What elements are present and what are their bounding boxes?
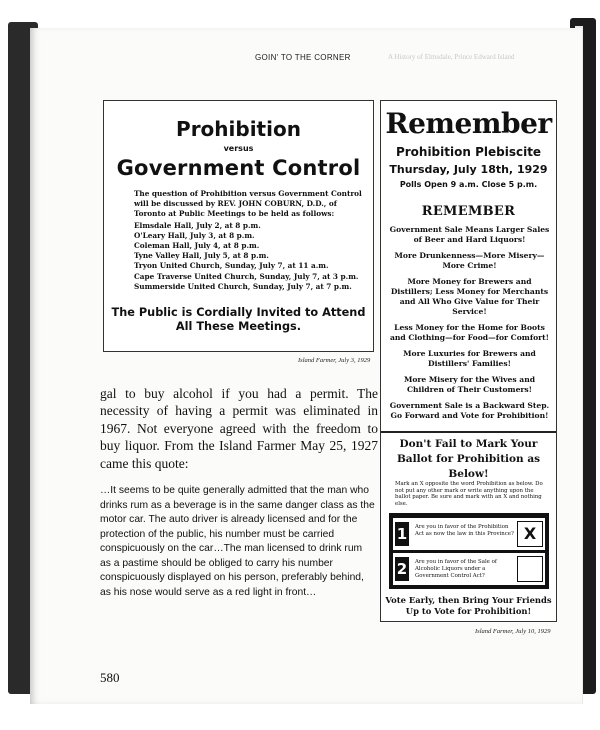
clipping-invitation: The Public is Cordially Invited to Attend All These Meetings.	[111, 306, 366, 333]
clipping-intro: The question of Prohibition versus Government Control will be discussed by REV. JOHN COBURN, D.D., of Toronto at Public Meetings to be held as follows:	[134, 189, 362, 219]
running-head: GOIN' TO THE CORNER	[255, 53, 351, 62]
plebiscite-date: Thursday, July 18th, 1929	[389, 163, 548, 176]
remember-point: More Luxuries for Brewers and Distillers' Families!	[403, 349, 536, 368]
meeting-item: Elmsdale Hall, July 2, at 8 p.m.	[134, 220, 261, 230]
polls-hours: Polls Open 9 a.m. Close 5 p.m.	[399, 180, 538, 189]
clipping-versus: versus	[223, 144, 254, 153]
ballot-mark-box	[517, 556, 543, 582]
ballot-question: Are you in favor of the Prohibition Act as now the law in this Province?	[415, 524, 514, 537]
clipping-headline: Remember	[385, 107, 552, 140]
remember-heading: REMEMBER	[421, 204, 516, 219]
remember-point: Government Sale is a Backward Step. Go Forward and Vote for Prohibition!	[389, 401, 550, 420]
block-quote: …It seems to be quite generally admitted that the man who drinks rum as a beverage is in the same danger class as the motor car. The auto driver is already licensed and for the protection of the public, his number must be carried conspicuously on the car…The man licensed to drink rum as a pastime should be obliged to carry his number conspicuously displayed on his person, preferably behind, as his nose would serve as a red light in front…	[100, 485, 375, 598]
ballot-instructions: Mark an X opposite the word Prohibition as below. Do not put any other mark or write anything upon the ballot paper. Be sure and mark with an X and nothing else.	[395, 481, 543, 507]
ballot-mark-box: X	[517, 521, 543, 547]
remember-point: More Misery for the Wives and Children of Their Customers!	[403, 375, 536, 394]
remember-point: More Money for Brewers and Distillers; Less Money for Merchants and All Who Give Value for Their Service!	[390, 277, 549, 316]
meeting-item: O'Leary Hall, July 3, at 8 p.m.	[134, 230, 255, 240]
ballot-row	[393, 553, 545, 585]
ballot-number: 2	[395, 557, 409, 581]
ballot-question: Are you in favor of the Sale of Alcoholic Liquors under a Government Control Act?	[415, 559, 497, 579]
body-paragraph: gal to buy alcohol if you had a permit. The necessity of having a permit was eliminated in 1967. Not everyone agreed with the freedom to buy liquor. From the Island Farmer May 25, 1927 came this quote:	[100, 386, 378, 471]
clipping-caption: Island Farmer, July 10, 1929	[475, 628, 551, 635]
clipping-prohibition-meetings	[103, 100, 374, 352]
clipping-plebiscite	[380, 100, 557, 622]
meeting-item: Summerside United Church, Sunday, July 7, at 7 p.m.	[134, 281, 352, 291]
plebiscite-title: Prohibition Plebiscite	[395, 145, 542, 159]
meeting-item: Cape Traverse United Church, Sunday, July 7, at 3 p.m.	[134, 271, 359, 281]
clipping-caption: Island Farmer, July 3, 1929	[298, 357, 371, 364]
vote-early-line: Vote Early, then Bring Your Friends Up to Vote for Prohibition!	[385, 595, 552, 616]
ballot-heading: Don't Fail to Mark Your Ballot for Prohibition as Below!	[396, 438, 541, 480]
remember-points	[387, 225, 552, 427]
clipping-title: Prohibition	[176, 117, 301, 141]
clipping-body	[134, 189, 364, 292]
show-through-text: A History of Elmsdale, Prince Edward Island	[388, 53, 515, 61]
page-number: 580	[100, 670, 120, 685]
clipping-subtitle: Government Control	[116, 156, 361, 180]
meeting-item: Tyne Valley Hall, July 5, at 8 p.m.	[134, 251, 269, 261]
remember-point: More Drunkenness—More Misery—More Crime!	[394, 251, 545, 270]
divider	[381, 431, 556, 433]
sample-ballot	[389, 513, 549, 589]
meeting-item: Coleman Hall, July 4, at 8 p.m.	[134, 241, 260, 251]
ballot-number: 1	[395, 522, 409, 546]
meeting-item: Tryon United Church, Sunday, July 7, at 11 a.m.	[134, 261, 329, 271]
remember-point: Less Money for the Home for Boots and Clothing—for Food—for Comfort!	[389, 323, 549, 342]
ballot-row	[393, 518, 545, 550]
remember-point: Government Sale Means Larger Sales of Beer and Hard Liquors!	[389, 225, 550, 244]
